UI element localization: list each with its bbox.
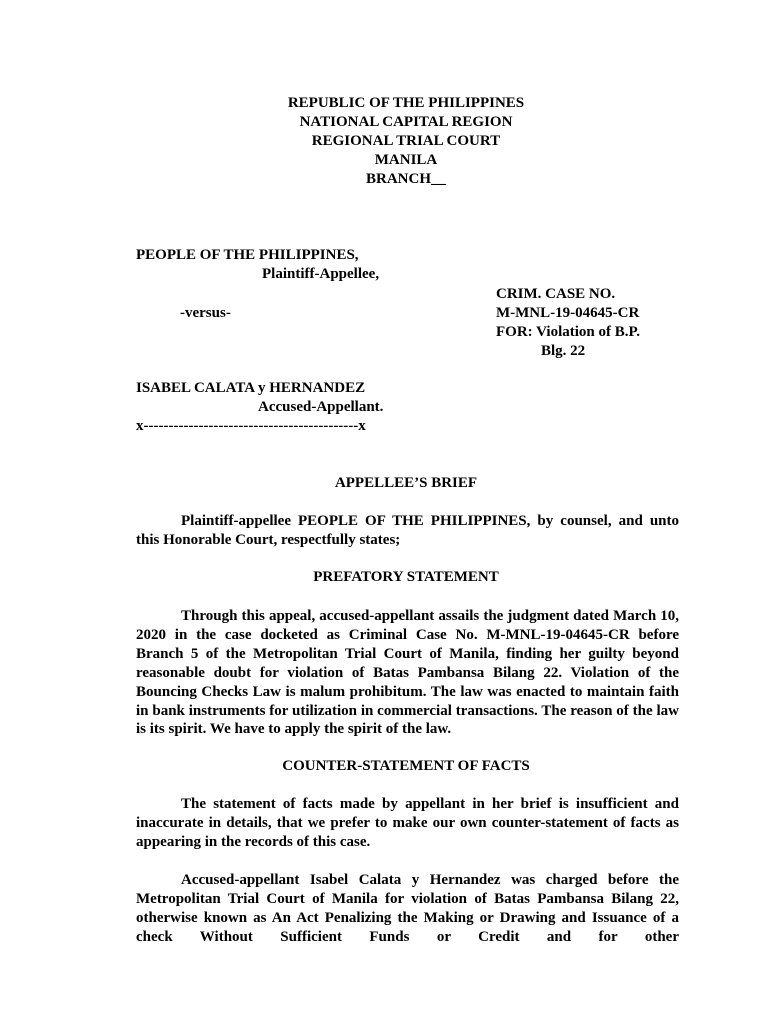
counter-statement-text-2: Accused-appellant Isabel Calata y Hernandez was charged before the Metropolitan Trial Court of Manila for violation of Batas Pambansa Bilang 22, otherwise known as An Act Penalizing the Making or Drawing and Issuance of a check Without Sufficient Funds or Credit and for other [136, 872, 679, 945]
versus-label: -versus- [180, 305, 231, 321]
case-number-label: CRIM. CASE NO. [496, 286, 616, 302]
caption-separator: x-------------------------------------------x [136, 418, 366, 434]
offense-line-2: Blg. 22 [541, 343, 586, 359]
prefatory-heading: PREFATORY STATEMENT [313, 569, 499, 585]
case-number: M-MNL-19-04645-CR [496, 305, 640, 321]
counter-statement-text-1: The statement of facts made by appellant in her brief is insufficient and inaccurate in details, that we prefer to make our own counter-statement of facts as appearing in the records of this case. [136, 796, 679, 850]
plaintiff-name: PEOPLE OF THE PHILIPPINES, [136, 247, 359, 263]
prefatory-paragraph [136, 607, 679, 739]
document-title: APPELLEE’S BRIEF [334, 475, 478, 491]
header-city: MANILA [374, 152, 438, 168]
plaintiff-role: Plaintiff-Appellee, [262, 266, 380, 282]
intro-paragraph [136, 512, 679, 550]
header-region: NATIONAL CAPITAL REGION [299, 114, 513, 130]
counter-statement-paragraph-1 [136, 795, 679, 852]
accused-role: Accused-Appellant. [258, 399, 384, 415]
offense-line-1: FOR: Violation of B.P. [496, 324, 641, 340]
prefatory-text: Through this appeal, accused-appellant assails the judgment dated March 10, 2020 in the case docketed as Criminal Case No. M-MNL-19-04645-CR before Branch 5 of the Metropolitan Trial Court of Manila, finding her guilty beyond reasonable doubt for violation of Batas Pambansa Bilang 22. Violation of the Bouncing Checks Law is malum prohibitum. The law was enacted to maintain faith in bank instruments for utilization in commercial transactions. The reason of the law is its spirit. We have to apply the spirit of the law. [136, 608, 679, 738]
header-republic: REPUBLIC OF THE PHILIPPINES [287, 95, 525, 111]
counter-statement-paragraph-2 [136, 871, 679, 947]
accused-name: ISABEL CALATA y HERNANDEZ [136, 380, 366, 396]
header-branch: BRANCH__ [365, 171, 446, 187]
header-court: REGIONAL TRIAL COURT [311, 133, 501, 149]
intro-text: Plaintiff-appellee PEOPLE OF THE PHILIPPINES, by counsel, and unto this Honorable Court, respectfully states; [136, 513, 679, 548]
counter-statement-heading: COUNTER-STATEMENT OF FACTS [282, 758, 530, 774]
